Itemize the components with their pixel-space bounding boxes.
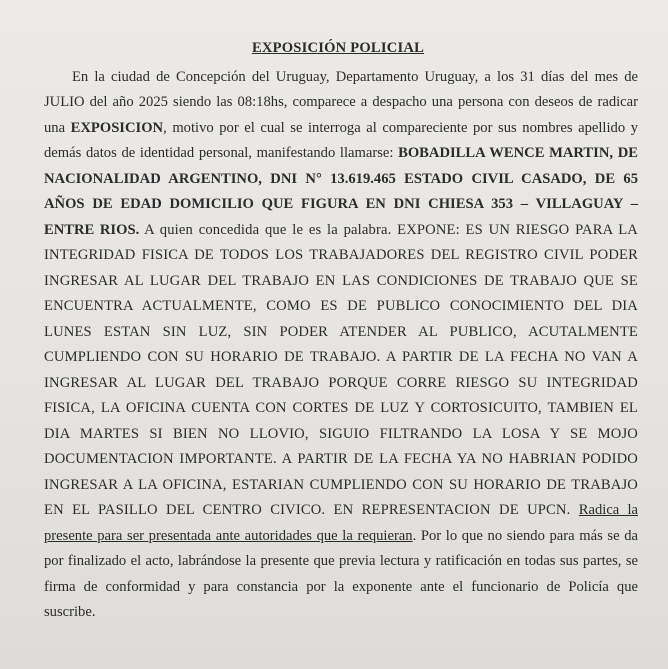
compareciente-identity: BOBADILLA WENCE MARTIN, DE NACIONALIDAD ARGENTINO, DNI N° 13.619.465 ESTADO CIVIL CASADO, DE 65 AÑOS DE EDAD DOMICILIO QUE FIGURA EN DNI CHIESA 353 – VILLAGUAY – ENTRE RIOS.	[44, 145, 638, 238]
exposicion-keyword: EXPOSICION	[70, 119, 164, 136]
interrogation-text: , motivo por el cual se interroga al compareciente por sus nombres apellido y demás datos de identidad personal, manifestando llamarse:	[44, 119, 638, 161]
document-title: EXPOSICIÓN POLICIAL	[251, 40, 425, 56]
intro-text: En la ciudad de Concepción del Uruguay, Departamento Uruguay, a los 31 días del mes de JULIO del año 2025 siendo las 08:18hs, comparece a despacho una persona con deseos de radicar una	[44, 68, 638, 136]
exposition-statement: A quien concedida que le es la palabra. EXPONE: ES UN RIESGO PARA LA INTEGRIDAD FISICA DE TODOS LOS TRABAJADORES DEL REGISTRO CIVIL PODER INGRESAR AL LUGAR DEL TRABAJO EN LAS CONDICIONES DE TRABAJO QUE SE ENCUENTRA ACTUALMENTE, COMO ES DE PUBLICO CONOCIMIENTO DEL DIA LUNES ESTAN SIN LUZ, SIN PODER ATENDER AL PUBLICO, ACUTALMENTE CUMPLIENDO CON SU HORARIO DE TRABAJO. A PARTIR DE LA FECHA NO VAN A INGRESAR AL LUGAR DEL TRABAJO PORQUE CORRE RIESGO SU INTEGRIDAD FISICA, LA OFICINA CUENTA CON CORTES DE LUZ Y CORTOSICUITO, TAMBIEN EL DIA MARTES SI BIEN NO LLOVIO, SIGUIO FILTRANDO LA LOSA Y SE MOJO DOCUMENTACION IMPORTANTE. A PARTIR DE LA FECHA YA NO HABRIAN PODIDO INGRESAR A LA OFICINA, ESTARIAN CUMPLIENDO CON SU HORARIO DE TRABAJO EN EL PASILLO DEL CENTRO CIVICO. EN REPRESENTACION DE UPCN.	[44, 221, 638, 518]
closing-text: . Por lo que no siendo para más se da por finalizado el acto, labrándose la presente que previa lectura y ratificación en todas sus partes, se firma de conformidad y para constancia por la exponente ante el funcionario de Policía que suscribe.	[44, 527, 638, 620]
radica-clause: Radica la presente para ser presentada ante autoridades que la requieran	[44, 502, 638, 544]
document-body	[44, 65, 638, 626]
